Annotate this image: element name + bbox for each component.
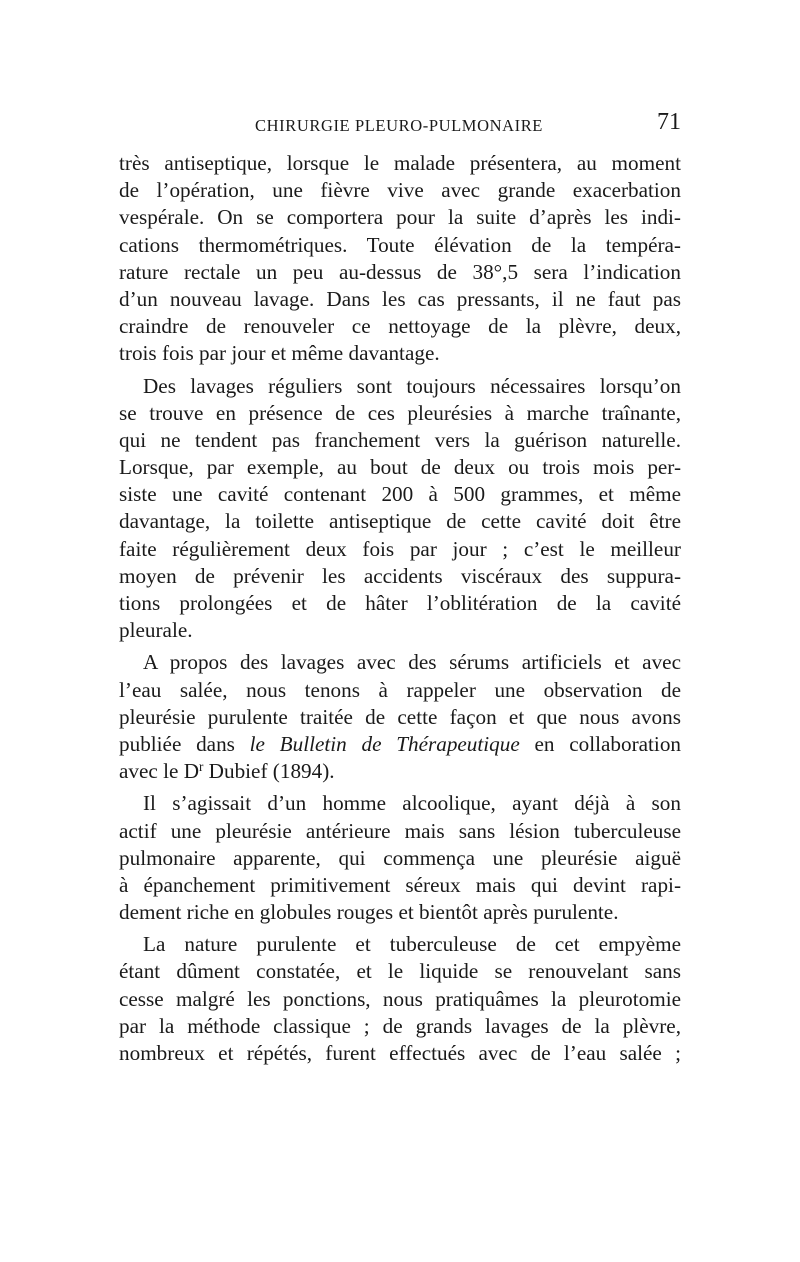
text-line: siste une cavité contenant 200 à 500 grammes, et même bbox=[119, 482, 681, 507]
text-line: moyen de prévenir les accidents viscéraux des suppura- bbox=[119, 563, 681, 588]
page-number: 71 bbox=[657, 109, 681, 135]
text-line: pleurésie purulente traitée de cette façon et que nous avons bbox=[119, 704, 681, 729]
text-line: nombreux et répétés, furent effectués avec de l’eau salée ; bbox=[119, 1041, 681, 1065]
line-fragment: publiée dans bbox=[119, 731, 250, 756]
text-line: d’un nouveau lavage. Dans les cas pressants, il ne faut pas bbox=[119, 286, 681, 311]
text-line: vespérale. On se comportera pour la suite d’après les indi- bbox=[119, 205, 681, 230]
running-title: CHIRURGIE PLEURO-PULMONAIRE bbox=[255, 116, 543, 135]
text-line: étant dûment constatée, et le liquide se renouvelant sans bbox=[119, 959, 681, 984]
text-line: actif une pleurésie antérieure mais sans lésion tuberculeuse bbox=[119, 818, 681, 843]
text-line: de l’opération, une fièvre vive avec grande exacerbation bbox=[119, 178, 681, 203]
paragraph-2 bbox=[119, 373, 681, 645]
journal-title: le Bulletin de Thérapeutique bbox=[249, 731, 520, 756]
text-line: Des lavages réguliers sont toujours nécessaires lorsqu’on bbox=[143, 373, 681, 398]
text-line: trois fois par jour et même davantage. bbox=[119, 341, 440, 366]
line-fragment: avec le D bbox=[119, 759, 199, 784]
text-line bbox=[119, 758, 681, 785]
paragraph-5 bbox=[119, 931, 681, 1067]
text-line: cations thermométriques. Toute élévation de la tempéra- bbox=[119, 232, 681, 257]
running-head bbox=[119, 109, 681, 142]
text-line: A propos des lavages avec des sérums artificiels et avec bbox=[143, 650, 681, 675]
text-line: craindre de renouveler ce nettoyage de la plèvre, deux, bbox=[119, 314, 681, 339]
text-line: La nature purulente et tuberculeuse de cet empyème bbox=[143, 932, 681, 957]
title-abbreviation-superscript: r bbox=[199, 758, 204, 774]
text-line: l’eau salée, nous tenons à rappeler une observation de bbox=[119, 677, 681, 702]
body-text bbox=[119, 150, 681, 1067]
line-fragment: en collaboration bbox=[519, 731, 681, 756]
text-line: dement riche en globules rouges et bientôt après purulente. bbox=[119, 900, 619, 925]
text-line: tions prolongées et de hâter l’oblitération de la cavité bbox=[119, 591, 681, 615]
paragraph-4 bbox=[119, 790, 681, 926]
text-line: Lorsque, par exemple, au bout de deux ou trois mois per- bbox=[119, 455, 681, 480]
text-line: qui ne tendent pas franchement vers la guérison naturelle. bbox=[119, 427, 681, 452]
line-fragment: Dubief (1894). bbox=[203, 759, 335, 784]
text-line: à épanchement primitivement séreux mais qui devint rapi- bbox=[119, 872, 681, 897]
text-line: se trouve en présence de ces pleurésies à marche traînante, bbox=[119, 400, 681, 425]
paragraph-3 bbox=[119, 649, 681, 785]
text-line: faite régulièrement deux fois par jour ; c’est le meilleur bbox=[119, 536, 681, 561]
text-line: rature rectale un peu au-dessus de 38°,5 sera l’indication bbox=[119, 259, 681, 284]
text-line: par la méthode classique ; de grands lavages de la plèvre, bbox=[119, 1013, 681, 1038]
text-line: Il s’agissait d’un homme alcoolique, ayant déjà à son bbox=[143, 791, 681, 816]
text-line: très antiseptique, lorsque le malade présentera, au moment bbox=[119, 151, 681, 175]
text-line bbox=[119, 731, 681, 758]
paragraph-1 bbox=[119, 150, 681, 368]
text-line: pulmonaire apparente, qui commença une pleurésie aiguë bbox=[119, 845, 681, 870]
text-line: cesse malgré les ponctions, nous pratiquâmes la pleurotomie bbox=[119, 986, 681, 1011]
text-line: davantage, la toilette antiseptique de cette cavité doit être bbox=[119, 509, 681, 534]
text-line: pleurale. bbox=[119, 618, 193, 643]
